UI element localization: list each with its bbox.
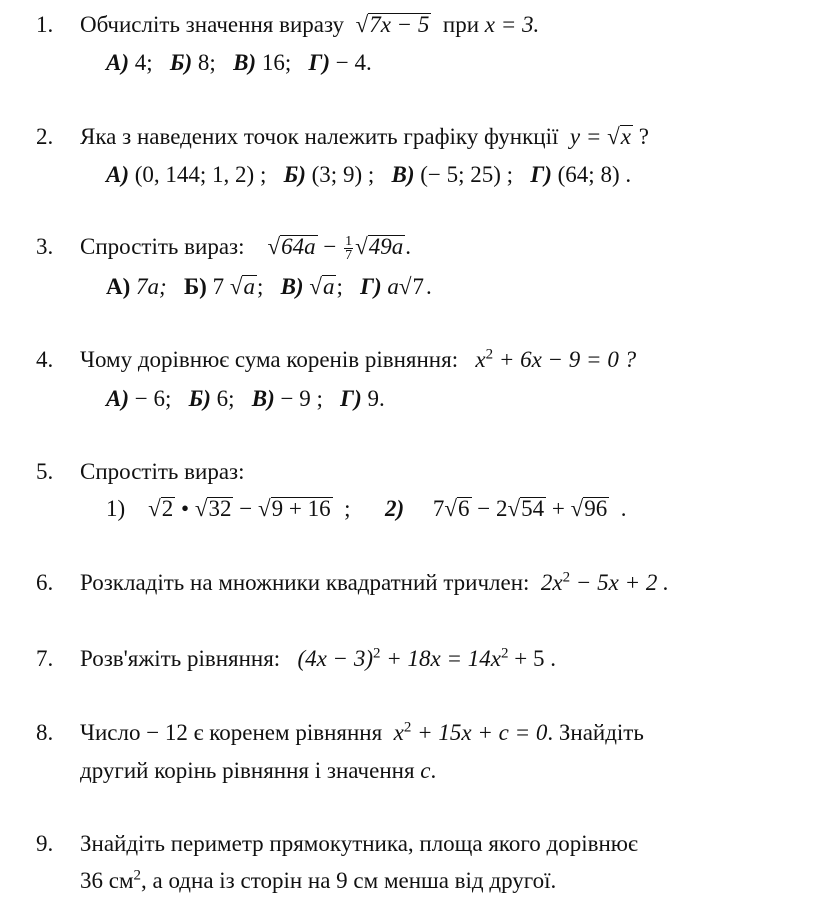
fraction-denominator: 7 — [345, 248, 353, 264]
option-value: 7a; — [136, 274, 167, 299]
option-letter: В) — [233, 50, 257, 75]
option-value: − 6; — [134, 386, 172, 411]
option-radicand: 7 — [412, 274, 425, 299]
p1-radicand-2: 32 — [208, 496, 232, 521]
option-letter: А) — [106, 386, 129, 411]
option-value: (0, 144; 1, 2) ; — [134, 162, 267, 187]
option-radicand: a — [322, 274, 335, 299]
problem-6-expr-pre: 2x — [540, 570, 563, 595]
p2-radical-1: √6 — [444, 496, 470, 521]
problem-8-expr-pre: x — [393, 720, 404, 745]
p1-dot: • — [181, 496, 190, 521]
problem-5-text: Спростіть вираз: — [80, 459, 245, 484]
problem-4-eq-sup: 2 — [485, 346, 494, 363]
p2-pre: 7 — [432, 496, 445, 521]
problem-8-line2: другий корінь рівняння і значення — [80, 758, 415, 783]
problem-1-condition-word: при — [442, 12, 480, 37]
option-value-pre: 7 — [212, 274, 225, 299]
option-letter: Б) — [283, 162, 306, 187]
problem-7-text: Розв'яжіть рівняння: — [80, 646, 281, 671]
p1-radicand-3: 9 + 16 — [271, 496, 331, 521]
option-value: (3; 9) ; — [311, 162, 375, 187]
option-value: − 4. — [335, 50, 372, 75]
option-value-post: ; — [336, 274, 343, 299]
problem-8-expr-sup: 2 — [403, 719, 412, 736]
part-2-label: 2) — [384, 496, 405, 521]
problem-2-number: 2. — [36, 124, 54, 149]
problem-3-fraction — [344, 235, 353, 262]
problem-7-expr-mid: + 18x = 14x — [386, 646, 501, 671]
problem-2-text: Яка з наведених точок належить графіку функції — [80, 124, 559, 149]
option-letter: Г) — [308, 50, 331, 75]
problem-7-expr-pre: (4x − 3) — [297, 646, 373, 671]
problem-8-line-2 — [80, 756, 436, 786]
problem-3-radicand-1: 64a — [281, 234, 316, 259]
fraction-numerator: 1 — [345, 234, 353, 250]
problem-3-radical-1: √64a — [267, 234, 316, 259]
option-value-pre: a — [387, 274, 399, 299]
option-value: 4; — [134, 50, 153, 75]
option-value: (64; 8) . — [557, 162, 632, 187]
p2-mid: − 2 — [477, 496, 508, 521]
option-letter: В) — [391, 162, 415, 187]
problem-1-condition: x = 3. — [484, 12, 540, 37]
problem-8-line2-tail: . — [430, 758, 437, 783]
problem-2-tail: ? — [638, 124, 649, 149]
problem-8-line-1 — [80, 718, 644, 748]
option-radical: √a — [309, 274, 335, 299]
problem-2-radicand: x — [620, 124, 631, 149]
problem-1-radicand: 7x − 5 — [369, 12, 430, 37]
p2-radical-3: √96 — [570, 496, 608, 521]
problem-3-radicand-2: 49a — [368, 234, 404, 259]
option-radicand: a — [243, 274, 255, 299]
problem-3-statement — [80, 232, 411, 262]
part-1-label: 1) — [106, 496, 126, 521]
problem-6-expr-sup: 2 — [562, 569, 571, 586]
problem-8-line1-pre: Число − 12 є коренем рівняння — [80, 720, 383, 745]
problem-6-statement — [80, 568, 669, 598]
problem-9-line-1: Знайдіть периметр прямокутника, площа якого дорівнює — [80, 831, 638, 856]
problem-7-expr-post: + 5 . — [514, 646, 556, 671]
option-radical: √a — [229, 274, 255, 299]
problem-2-radical: √x — [607, 124, 631, 149]
problem-8-line2-var: c — [420, 758, 431, 783]
option-letter: В) — [251, 386, 275, 411]
option-value-post: ; — [256, 274, 264, 299]
option-value-post: . — [426, 274, 432, 299]
problem-7-number: 7. — [36, 646, 54, 671]
option-letter: Б) — [183, 274, 207, 299]
p1-radical-3: √9 + 16 — [257, 496, 331, 521]
problem-3-minus: − — [323, 234, 337, 259]
option-value: 8; — [197, 50, 216, 75]
problem-3-number: 3. — [36, 234, 54, 259]
problem-2-statement — [80, 122, 649, 152]
option-value: 9. — [367, 386, 385, 411]
problem-4-eq-post: + 6x − 9 = 0 ? — [498, 347, 637, 372]
p2-radical-2: √54 — [507, 496, 545, 521]
p1-tail: ; — [344, 496, 351, 521]
option-letter: А) — [106, 162, 129, 187]
problem-9-number: 9. — [36, 831, 54, 856]
option-letter: Г) — [360, 274, 382, 299]
option-value: 6; — [216, 386, 235, 411]
problem-7-expr-sup-1: 2 — [373, 645, 381, 662]
option-radical: √7 — [398, 274, 425, 299]
p1-radicand-1: 2 — [161, 496, 174, 521]
problem-8-number: 8. — [36, 720, 54, 745]
option-letter: Б) — [188, 386, 211, 411]
problem-9-line2-post: , а одна із сторін на 9 см менша від другої. — [141, 868, 557, 893]
problem-5-parts — [106, 494, 626, 524]
problem-4-eq-pre: x — [475, 347, 486, 372]
problem-6-text: Розкладіть на множники квадратний тричлен: — [80, 570, 530, 595]
problem-9-line-2 — [80, 866, 556, 896]
problem-3-options — [106, 272, 432, 302]
problem-2-options — [106, 160, 631, 190]
p2-tail: . — [620, 496, 627, 521]
problem-6-number: 6. — [36, 570, 54, 595]
p1-radical-2: √32 — [194, 496, 232, 521]
problem-1-number: 1. — [36, 12, 54, 37]
problem-1-text: Обчисліть значення виразу — [80, 12, 345, 37]
p2-radicand-3: 96 — [584, 496, 608, 521]
problem-4-text: Чому дорівнює сума коренів рівняння: — [80, 347, 459, 372]
option-value: (− 5; 25) ; — [420, 162, 514, 187]
problem-3-tail: . — [405, 234, 411, 259]
problem-8-line1-post: . Знайдіть — [547, 720, 644, 745]
problem-4-statement — [80, 345, 636, 375]
problem-3-radical-2: √49a — [355, 234, 404, 259]
p2-radicand-1: 6 — [458, 496, 470, 521]
problem-1-options — [106, 48, 372, 78]
p2-radicand-2: 54 — [521, 496, 545, 521]
problem-7-expr-sup-2: 2 — [500, 645, 509, 662]
problem-6-expr-post: − 5x + 2 . — [575, 570, 669, 595]
p1-minus: − — [239, 496, 253, 521]
problem-4-options — [106, 384, 385, 414]
option-letter: Г) — [530, 162, 552, 187]
problem-8-expr-post: + 15x + c = 0 — [417, 720, 548, 745]
option-letter: Г) — [340, 386, 362, 411]
problem-3-text: Спростіть вираз: — [80, 234, 245, 259]
problem-4-number: 4. — [36, 347, 54, 372]
problem-5-number: 5. — [36, 459, 54, 484]
problem-1-statement — [80, 10, 539, 40]
problem-9-line2-pre: 36 см — [80, 868, 134, 893]
option-value: − 9 ; — [280, 386, 323, 411]
option-letter: Б) — [169, 50, 193, 75]
problem-1-radical: √7x − 5 — [355, 12, 430, 37]
problem-9-line2-sup: 2 — [133, 867, 142, 884]
p2-plus: + — [551, 496, 565, 521]
problem-2-function: y = — [569, 124, 602, 149]
option-letter: А) — [106, 274, 131, 299]
option-letter: А) — [106, 50, 129, 75]
p1-radical-1: √2 — [148, 496, 174, 521]
option-letter: В) — [280, 274, 304, 299]
option-value: 16; — [261, 50, 292, 75]
problem-7-statement — [80, 644, 556, 674]
